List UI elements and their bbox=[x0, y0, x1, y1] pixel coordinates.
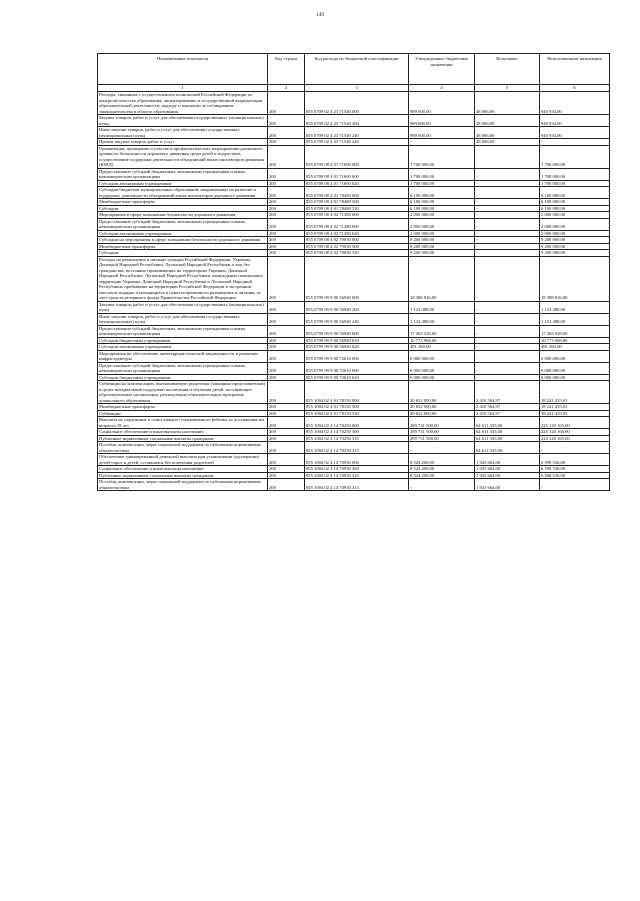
row-code-cell: 200 bbox=[268, 350, 305, 362]
row-name-cell: Закупка товаров, работ и услуг для обеспечения государственных (муниципальных) нужд bbox=[98, 301, 268, 313]
page-number: 149 bbox=[315, 12, 325, 18]
row-executed-cell: 48 066,00 bbox=[475, 127, 540, 139]
row-executed-cell: 48 066,00 bbox=[475, 115, 540, 127]
row-executed-cell: 1 925 664,00 bbox=[475, 472, 540, 479]
table-row bbox=[98, 92, 610, 115]
row-approved-cell: 18 388 816,00 bbox=[409, 256, 475, 301]
row-executed-cell: - bbox=[475, 145, 540, 168]
row-code-cell: 200 bbox=[268, 313, 305, 325]
table-row bbox=[98, 362, 610, 374]
table-row bbox=[98, 417, 610, 429]
row-name-cell: Иные закупки товаров, работ и услуг для обеспечения государственных (муниципальных) нужд bbox=[98, 313, 268, 325]
row-remaining-cell: 940 934,00 bbox=[540, 127, 610, 139]
row-approved-cell: 20 652 000,00 bbox=[409, 404, 475, 411]
row-remaining-cell: 9 200 000,00 bbox=[540, 237, 610, 244]
row-name-cell: Выплаты на содержание в семье каждого усыновленного ребенка до достижения им возраста 18 лет bbox=[98, 417, 268, 429]
row-kbk-cell: 855 1004 02 4 14 70250 300 bbox=[305, 429, 409, 436]
row-name-cell: Прочая закупка товаров, работ и услуг bbox=[98, 139, 268, 146]
col-number-4: 4 bbox=[409, 85, 475, 92]
row-kbk-cell: 855 0709 99 9 00 72610 600 bbox=[305, 362, 409, 374]
table-row bbox=[98, 442, 610, 454]
row-name-cell: Субсидии bbox=[98, 250, 268, 257]
row-kbk-cell: 855 0709 99 9 00 56940 200 bbox=[305, 301, 409, 313]
row-code-cell: 200 bbox=[268, 404, 305, 411]
row-remaining-cell: 2 000 000,00 bbox=[540, 230, 610, 237]
row-kbk-cell: 855 1004 02 4 14 70930 313 bbox=[305, 479, 409, 491]
row-executed-cell: - bbox=[475, 230, 540, 237]
row-kbk-cell: 855 1004 02 4 14 70250 313 bbox=[305, 442, 409, 454]
col-number-2: 2 bbox=[268, 85, 305, 92]
row-executed-cell: - bbox=[475, 205, 540, 212]
row-executed-cell: - bbox=[475, 344, 540, 351]
row-executed-cell: - bbox=[475, 243, 540, 250]
table-row bbox=[98, 454, 610, 466]
row-approved-cell: 17 265 328,00 bbox=[409, 325, 475, 337]
row-approved-cell: 6 000 000,00 bbox=[409, 374, 475, 381]
row-name-cell: Предоставление субсидий бюджетным, автономным учреждениям и иным некоммерческим организациям bbox=[98, 218, 268, 230]
row-approved-cell: 9 200 000,00 bbox=[409, 237, 475, 244]
row-name-cell: Субсидии автономным учреждениям bbox=[98, 180, 268, 187]
row-name-cell: Мероприятия в сфере повышения безопасности дорожного движения bbox=[98, 212, 268, 219]
row-executed-cell: - bbox=[475, 250, 540, 257]
col-header-approved: Утвержденные бюджетные назначения bbox=[409, 54, 475, 85]
row-remaining-cell: 940 934,00 bbox=[540, 115, 610, 127]
row-kbk-cell: 855 0709 08 4 02 79030 500 bbox=[305, 243, 409, 250]
row-executed-cell: - bbox=[475, 362, 540, 374]
row-kbk-cell: 855 0709 08 4 01 78480 000 bbox=[305, 187, 409, 199]
row-approved-cell: 20 652 000,00 bbox=[409, 381, 475, 404]
row-kbk-cell: 855 1004 02 4 14 70930 000 bbox=[305, 454, 409, 466]
row-remaining-cell: 6 000 000,00 bbox=[540, 350, 610, 362]
row-kbk-cell: 855 1004 02 4 14 70250 310 bbox=[305, 435, 409, 442]
row-name-cell: Социальное обеспечение и иные выплаты населению bbox=[98, 466, 268, 473]
row-kbk-cell: 855 1004 02 4 01 78150 530 bbox=[305, 410, 409, 417]
row-name-cell: Субсидии бюджетным учреждениям bbox=[98, 374, 268, 381]
row-approved-cell: - bbox=[409, 139, 475, 146]
row-kbk-cell: 855 0709 99 9 00 56940 240 bbox=[305, 313, 409, 325]
row-remaining-cell: 225 120 165,00 bbox=[540, 435, 610, 442]
row-code-cell: 200 bbox=[268, 237, 305, 244]
row-approved-cell: - bbox=[409, 479, 475, 491]
row-executed-cell: 64 611 335,00 bbox=[475, 429, 540, 436]
row-kbk-cell: 855 0709 99 9 00 72610 000 bbox=[305, 350, 409, 362]
row-remaining-cell: 225 120 165,00 bbox=[540, 417, 610, 429]
row-code-cell: 200 bbox=[268, 199, 305, 206]
table-row bbox=[98, 187, 610, 199]
row-code-cell: 200 bbox=[268, 301, 305, 313]
row-code-cell: 200 bbox=[268, 325, 305, 337]
row-approved-cell: 6 000 000,00 bbox=[409, 362, 475, 374]
row-remaining-cell: - bbox=[540, 479, 610, 491]
row-remaining-cell: 9 200 000,00 bbox=[540, 243, 610, 250]
row-code-cell: 200 bbox=[268, 180, 305, 187]
row-name-cell: Пособия, компенсации, меры социальной поддержки по публичным нормативным обязательствам bbox=[98, 442, 268, 454]
row-remaining-cell: 18 241 435,03 bbox=[540, 404, 610, 411]
table-row bbox=[98, 218, 610, 230]
row-remaining-cell: 1 123 488,00 bbox=[540, 313, 610, 325]
row-code-cell: 200 bbox=[268, 472, 305, 479]
row-name-cell: Межбюджетные трансферты bbox=[98, 243, 268, 250]
row-approved-cell: 289 731 500,00 bbox=[409, 429, 475, 436]
row-kbk-cell: 855 1004 02 4 14 70930 310 bbox=[305, 472, 409, 479]
row-executed-cell: - bbox=[475, 256, 540, 301]
row-approved-cell: 989 000,00 bbox=[409, 92, 475, 115]
row-kbk-cell: 855 1004 02 4 14 70930 300 bbox=[305, 466, 409, 473]
row-remaining-cell: 6 000 000,00 bbox=[540, 374, 610, 381]
row-executed-cell: 48 066,00 bbox=[475, 92, 540, 115]
row-executed-cell: 1 925 664,00 bbox=[475, 466, 540, 473]
row-executed-cell: 2 410 564,97 bbox=[475, 410, 540, 417]
row-executed-cell: 64 611 335,00 bbox=[475, 417, 540, 429]
row-kbk-cell: 855 0709 02 4 23 71540 244 bbox=[305, 139, 409, 146]
row-name-cell: Субсидии бюджетам муниципальных образований, направленные на развитие и поддержку деятельности объединений юных инспекторов дорожного движения bbox=[98, 187, 268, 199]
table-body bbox=[98, 85, 610, 491]
row-remaining-cell: 18 388 816,00 bbox=[540, 256, 610, 301]
row-remaining-cell: 491 360,00 bbox=[540, 344, 610, 351]
row-approved-cell: 2 000 000,00 bbox=[409, 218, 475, 230]
table-row bbox=[98, 301, 610, 313]
row-code-cell: 200 bbox=[268, 410, 305, 417]
row-approved-cell: 1 700 000,00 bbox=[409, 145, 475, 168]
row-approved-cell: 8 524 200,00 bbox=[409, 472, 475, 479]
row-executed-cell: - bbox=[475, 187, 540, 199]
table-row bbox=[98, 381, 610, 404]
row-name-cell: Субсидии на мероприятия в сфере повышения безопасности дорожного движения bbox=[98, 237, 268, 244]
table-row bbox=[98, 313, 610, 325]
row-name-cell: Межбюджетные трансферты bbox=[98, 199, 268, 206]
row-approved-cell: 289 731 500,00 bbox=[409, 435, 475, 442]
row-approved-cell: 16 773 968,00 bbox=[409, 337, 475, 344]
row-executed-cell: - bbox=[475, 237, 540, 244]
table-row bbox=[98, 325, 610, 337]
row-approved-cell: 2 000 000,00 bbox=[409, 230, 475, 237]
table-row bbox=[98, 145, 610, 168]
table-header-row bbox=[98, 54, 610, 85]
col-number-6: 6 bbox=[540, 85, 610, 92]
row-executed-cell: 1 925 664,00 bbox=[475, 454, 540, 466]
row-code-cell: 200 bbox=[268, 168, 305, 180]
row-code-cell: 200 bbox=[268, 127, 305, 139]
row-name-cell: Субсидии автономным учреждениям bbox=[98, 344, 268, 351]
row-code-cell: 200 bbox=[268, 442, 305, 454]
row-kbk-cell: 855 0709 08 4 02 79030 000 bbox=[305, 237, 409, 244]
row-executed-cell: 2 410 564,97 bbox=[475, 404, 540, 411]
row-name-cell: Публичные нормативные социальные выплаты гражданам bbox=[98, 472, 268, 479]
row-remaining-cell: 9 200 000,00 bbox=[540, 250, 610, 257]
row-name-cell: Обеспечение единовременной денежной выплаты при усыновлении (удочерении) детей-сирот и детей, оставшихся без попечения родителей bbox=[98, 454, 268, 466]
row-name-cell: Организация, проведение и участие в профилактических мероприятиях различного уровня по безопасности дорожного движения среди детей и подростков, осуществление поддержки деятельности объединений юных инспекторов движения (ЮИД) bbox=[98, 145, 268, 168]
row-code-cell: 200 bbox=[268, 337, 305, 344]
row-code-cell: 200 bbox=[268, 429, 305, 436]
row-kbk-cell: 855 0709 08 4 01 71690 600 bbox=[305, 168, 409, 180]
row-approved-cell: 9 200 000,00 bbox=[409, 250, 475, 257]
row-code-cell: 200 bbox=[268, 243, 305, 250]
row-executed-cell: - bbox=[475, 199, 540, 206]
row-approved-cell: 20 652 000,00 bbox=[409, 410, 475, 417]
row-remaining-cell: - bbox=[540, 442, 610, 454]
row-kbk-cell: 855 1004 02 4 14 70250 000 bbox=[305, 417, 409, 429]
row-executed-cell: 1 925 664,00 bbox=[475, 479, 540, 491]
table-row bbox=[98, 127, 610, 139]
table-row bbox=[98, 168, 610, 180]
row-code-cell: 200 bbox=[268, 256, 305, 301]
row-executed-cell: - bbox=[475, 168, 540, 180]
column-number-row bbox=[98, 85, 610, 92]
table-row bbox=[98, 479, 610, 491]
table-row bbox=[98, 350, 610, 362]
row-name-cell: Мероприятия по обеспечению антитеррористической защищенности и развитию инфраструктуры bbox=[98, 350, 268, 362]
row-kbk-cell: 855 0709 08 4 01 78480 520 bbox=[305, 205, 409, 212]
row-name-cell: Субвенции на компенсацию, выплачиваемую родителям (законным представителям) в целях материальной поддержки воспитания и обучения детей, посещающих образовательные организации, реализующие образовательную программу дошкольного образования bbox=[98, 381, 268, 404]
row-executed-cell: 64 611 335,00 bbox=[475, 442, 540, 454]
row-kbk-cell: 855 0709 08 4 02 71380 000 bbox=[305, 212, 409, 219]
row-code-cell: 200 bbox=[268, 212, 305, 219]
row-code-cell: 200 bbox=[268, 187, 305, 199]
budget-execution-table bbox=[97, 53, 610, 491]
row-executed-cell: - bbox=[475, 301, 540, 313]
row-approved-cell: 1 700 000,00 bbox=[409, 168, 475, 180]
row-approved-cell: 8 524 200,00 bbox=[409, 454, 475, 466]
row-name-cell: Межбюджетные трансферты bbox=[98, 404, 268, 411]
row-executed-cell: - bbox=[475, 212, 540, 219]
row-code-cell: 200 bbox=[268, 250, 305, 257]
table-row bbox=[98, 256, 610, 301]
row-remaining-cell: 6 100 000,00 bbox=[540, 187, 610, 199]
col-number-3: 3 bbox=[305, 85, 409, 92]
row-name-cell: Закупка товаров, работ и услуг для обеспечения государственных (муниципальных) нужд bbox=[98, 115, 268, 127]
col-header-executed: Исполнено bbox=[475, 54, 540, 85]
row-approved-cell: 989 000,00 bbox=[409, 115, 475, 127]
row-kbk-cell: 855 0709 08 4 01 71690 000 bbox=[305, 145, 409, 168]
row-code-cell: 200 bbox=[268, 145, 305, 168]
row-name-cell: Социальное обеспечение и иные выплаты населению bbox=[98, 429, 268, 436]
row-kbk-cell: 855 0709 08 4 01 71690 620 bbox=[305, 180, 409, 187]
row-executed-cell: - bbox=[475, 180, 540, 187]
row-code-cell: 200 bbox=[268, 344, 305, 351]
row-code-cell: 200 bbox=[268, 454, 305, 466]
row-kbk-cell: 855 0709 99 9 00 56940 600 bbox=[305, 325, 409, 337]
row-name-cell: Расходы, связанные с осуществлением полномочий Российской Федерации по контролю качества образования, лицензированию и государственной аккредитации образовательной деятельности, надзору и контролю за соблюдением законодательства в области образования bbox=[98, 92, 268, 115]
row-name-cell: Субсидии автономным учреждениям bbox=[98, 230, 268, 237]
row-approved-cell: 8 524 200,00 bbox=[409, 466, 475, 473]
row-name-cell: Иные закупки товаров, работ и услуг для обеспечения государственных (муниципальных) нужд bbox=[98, 127, 268, 139]
col-header-name: Наименование показателя bbox=[98, 54, 268, 85]
row-name-cell: Пособия, компенсации, меры социальной поддержки по публичным нормативным обязательствам bbox=[98, 479, 268, 491]
row-code-cell: 200 bbox=[268, 435, 305, 442]
row-remaining-cell: 1 123 488,00 bbox=[540, 301, 610, 313]
row-code-cell: 200 bbox=[268, 417, 305, 429]
row-remaining-cell: 225 120 165,00 bbox=[540, 429, 610, 436]
row-name-cell: Расходы на размещение и питание граждан Российской Федерации, Украины, Донецкой Народной Республики, Луганской Народной Республики и лиц без гражданства, постоянно проживающих на территориях Украины, Донецкой Народной Республики, Луганской Народной Республики, вынужденно покинувших территории Украины, Донецкой Народной Республики и Луганской Народной Республики, прибывших на территорию Российской Федерации в экстренном массовом порядке и находящихся в пунктах временного размещения и питания, за счет средств резервного фонда Правительства Российской Федерации bbox=[98, 256, 268, 301]
row-executed-cell: 48 066,00 bbox=[475, 139, 540, 146]
row-code-cell: 200 bbox=[268, 479, 305, 491]
row-executed-cell: 2 410 564,97 bbox=[475, 381, 540, 404]
row-executed-cell: - bbox=[475, 374, 540, 381]
row-name-cell: Предоставление субсидий бюджетным, автономным учреждениям и иным некоммерческим организациям bbox=[98, 362, 268, 374]
row-name-cell: Субвенции bbox=[98, 410, 268, 417]
row-kbk-cell: 855 0709 08 4 01 78480 500 bbox=[305, 199, 409, 206]
row-approved-cell: 9 200 000,00 bbox=[409, 243, 475, 250]
row-kbk-cell: 855 0709 02 4 23 71540 240 bbox=[305, 127, 409, 139]
row-remaining-cell: 6 100 000,00 bbox=[540, 205, 610, 212]
col-header-kbk: Код расхода по бюджетной классификации bbox=[305, 54, 409, 85]
row-code-cell: 200 bbox=[268, 381, 305, 404]
row-remaining-cell: 1 700 000,00 bbox=[540, 168, 610, 180]
row-executed-cell: - bbox=[475, 218, 540, 230]
row-approved-cell: 1 123 488,00 bbox=[409, 313, 475, 325]
row-remaining-cell: 18 241 435,03 bbox=[540, 410, 610, 417]
row-code-cell: 200 bbox=[268, 205, 305, 212]
row-approved-cell: 289 731 500,00 bbox=[409, 417, 475, 429]
row-approved-cell: 491 360,00 bbox=[409, 344, 475, 351]
row-kbk-cell: 855 0709 08 4 02 79030 520 bbox=[305, 250, 409, 257]
row-kbk-cell: 855 0709 02 4 23 71540 200 bbox=[305, 115, 409, 127]
row-approved-cell: 6 100 000,00 bbox=[409, 205, 475, 212]
col-number-1: 1 bbox=[98, 85, 268, 92]
row-kbk-cell: 855 0709 08 4 02 71380 620 bbox=[305, 230, 409, 237]
row-executed-cell: - bbox=[475, 337, 540, 344]
row-approved-cell: 6 100 000,00 bbox=[409, 187, 475, 199]
row-executed-cell: - bbox=[475, 313, 540, 325]
row-kbk-cell: 855 0709 99 9 00 56940 620 bbox=[305, 344, 409, 351]
row-executed-cell: 64 611 335,00 bbox=[475, 435, 540, 442]
row-remaining-cell: 6 100 000,00 bbox=[540, 199, 610, 206]
row-kbk-cell: 855 0709 02 4 23 71540 000 bbox=[305, 92, 409, 115]
row-remaining-cell: 16 773 968,00 bbox=[540, 337, 610, 344]
row-code-cell: 200 bbox=[268, 466, 305, 473]
row-kbk-cell: 855 0709 08 4 02 71380 600 bbox=[305, 218, 409, 230]
row-executed-cell: - bbox=[475, 350, 540, 362]
row-remaining-cell: 2 000 000,00 bbox=[540, 212, 610, 219]
row-code-cell: 200 bbox=[268, 139, 305, 146]
row-remaining-cell: 6 000 000,00 bbox=[540, 362, 610, 374]
row-remaining-cell: 1 700 000,00 bbox=[540, 180, 610, 187]
row-kbk-cell: 855 0709 99 9 00 56940 000 bbox=[305, 256, 409, 301]
row-remaining-cell: 17 265 328,00 bbox=[540, 325, 610, 337]
table-row bbox=[98, 115, 610, 127]
row-name-cell: Предоставление субсидий бюджетным, автономным учреждениям и иным некоммерческим организациям bbox=[98, 325, 268, 337]
col-number-5: 5 bbox=[475, 85, 540, 92]
row-name-cell: Субсидии бюджетным учреждениям bbox=[98, 337, 268, 344]
row-approved-cell: 2 000 000,00 bbox=[409, 212, 475, 219]
col-header-remaining: Неисполненные назначения bbox=[540, 54, 610, 85]
row-executed-cell: - bbox=[475, 325, 540, 337]
row-kbk-cell: 855 1004 02 4 01 78150 000 bbox=[305, 381, 409, 404]
row-code-cell: 200 bbox=[268, 362, 305, 374]
row-approved-cell: 6 000 000,00 bbox=[409, 350, 475, 362]
row-kbk-cell: 855 0709 99 9 00 72610 610 bbox=[305, 374, 409, 381]
row-approved-cell: 989 000,00 bbox=[409, 127, 475, 139]
row-approved-cell: 6 100 000,00 bbox=[409, 199, 475, 206]
row-remaining-cell: 18 241 435,03 bbox=[540, 381, 610, 404]
row-approved-cell: 1 700 000,00 bbox=[409, 180, 475, 187]
row-approved-cell: - bbox=[409, 442, 475, 454]
row-code-cell: 200 bbox=[268, 230, 305, 237]
row-code-cell: 200 bbox=[268, 92, 305, 115]
row-remaining-cell: 6 598 536,00 bbox=[540, 466, 610, 473]
row-kbk-cell: 855 0709 99 9 00 56940 610 bbox=[305, 337, 409, 344]
row-approved-cell: 1 123 488,00 bbox=[409, 301, 475, 313]
row-name-cell: Предоставление субсидий бюджетным, автономным учреждениям и иным некоммерческим организациям bbox=[98, 168, 268, 180]
row-remaining-cell: - bbox=[540, 139, 610, 146]
row-remaining-cell: 940 934,00 bbox=[540, 92, 610, 115]
row-code-cell: 200 bbox=[268, 218, 305, 230]
row-code-cell: 200 bbox=[268, 115, 305, 127]
row-code-cell: 200 bbox=[268, 374, 305, 381]
row-name-cell: Публичные нормативные социальные выплаты гражданам bbox=[98, 435, 268, 442]
row-kbk-cell: 855 1004 02 4 01 78150 500 bbox=[305, 404, 409, 411]
row-remaining-cell: 2 000 000,00 bbox=[540, 218, 610, 230]
row-remaining-cell: 6 598 536,00 bbox=[540, 472, 610, 479]
row-name-cell: Субсидии bbox=[98, 205, 268, 212]
row-remaining-cell: 1 700 000,00 bbox=[540, 145, 610, 168]
col-header-code: Код строки bbox=[268, 54, 305, 85]
row-remaining-cell: 6 598 536,00 bbox=[540, 454, 610, 466]
